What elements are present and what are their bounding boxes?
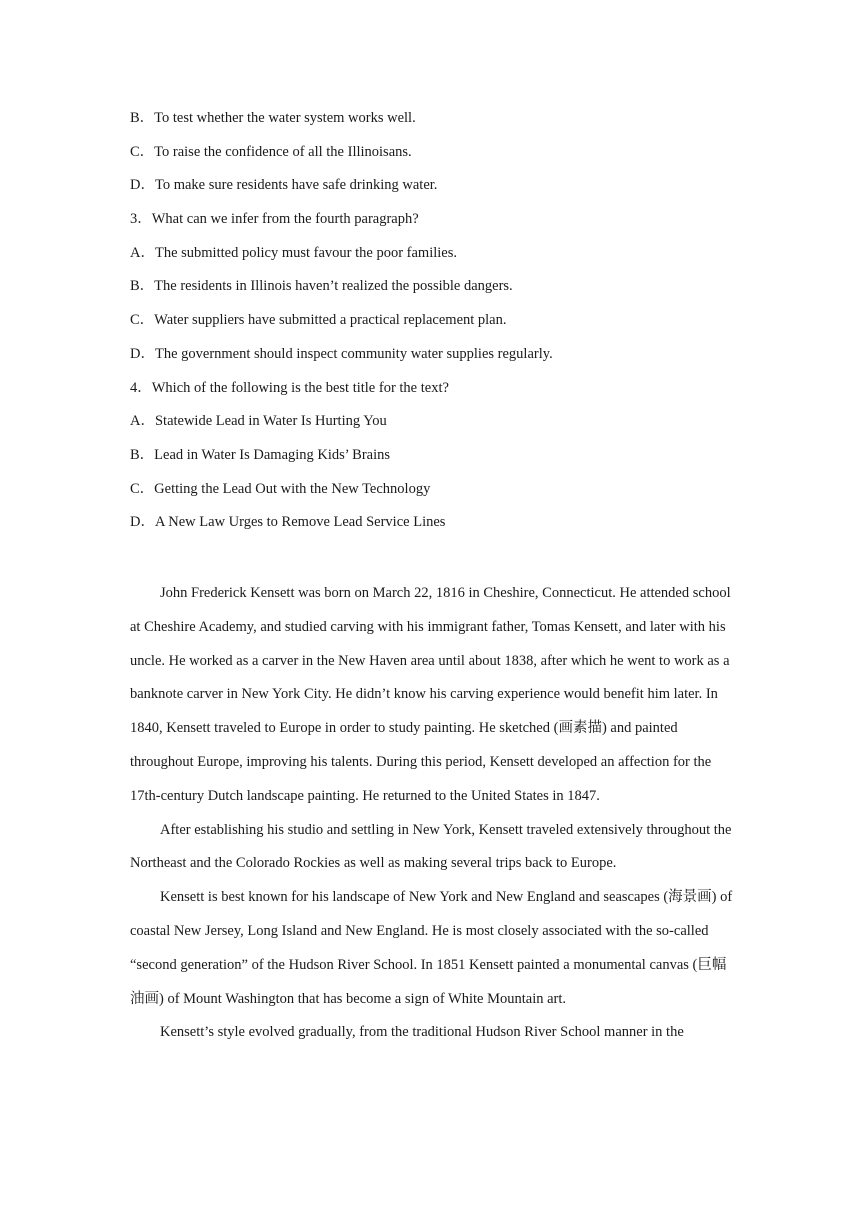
q2-option-c: C．To raise the confidence of all the Illinoisans. [130,143,412,160]
q4-option-a: A．Statewide Lead in Water Is Hurting You [130,413,387,430]
q4-option-c: C．Getting the Lead Out with the New Technology [130,480,431,497]
q4-option-d: D．A New Law Urges to Remove Lead Service Lines [130,514,446,531]
passage-paragraph-1: John Frederick Kensett was born on March 22, 1816 in Cheshire, Connecticut. He attended school at Cheshire Academy, and studied carving with his immigrant father, Tomas Kensett, and later with his uncle. He worked as a carver in the New Haven area until about 1838, after which he went to work as a banknote carver in New York City. He didn’t know his carving experience would benefit him later. In 1840, Kensett traveled to Europe in order to study painting. He sketched (画素描) and painted throughout Europe, improving his talents. During this period, Kensett developed an affection for the 17th-century Dutch landscape painting. He returned to the United States in 1847. [130,584,731,804]
document-page [130,108,740,1050]
section-gap [130,546,740,577]
q2-option-d: D．To make sure residents have safe drinking water. [130,177,438,194]
q2-option-b: B．To test whether the water system works well. [130,110,416,126]
passage-paragraph-2: After establishing his studio and settling in New York, Kensett traveled extensively throughout the Northeast and the Colorado Rockies as well as making several trips back to Europe. [130,821,732,872]
passage-paragraph-3: Kensett is best known for his landscape of New York and New England and seascapes (海景画) of coastal New Jersey, Long Island and New England. He is most closely associated with the so-called “second generation” of the Hudson River School. In 1851 Kensett painted a monumental canvas (巨幅油画) of Mount Washington that has become a sign of White Mountain art. [130,889,733,1007]
q3-option-c: C．Water suppliers have submitted a practical replacement plan. [130,312,507,329]
question-3: 3．What can we infer from the fourth paragraph? [130,211,419,228]
question-4: 4．Which of the following is the best title for the text? [130,379,449,396]
q4-option-b: B．Lead in Water Is Damaging Kids’ Brains [130,446,391,463]
q3-option-b: B．The residents in Illinois haven’t realized the possible dangers. [130,278,513,295]
q3-option-d: D．The government should inspect community water supplies regularly. [130,345,553,362]
passage-paragraph-4: Kensett’s style evolved gradually, from the traditional Hudson River School manner in the [160,1024,684,1041]
q3-option-a: A．The submitted policy must favour the poor families. [130,244,457,261]
